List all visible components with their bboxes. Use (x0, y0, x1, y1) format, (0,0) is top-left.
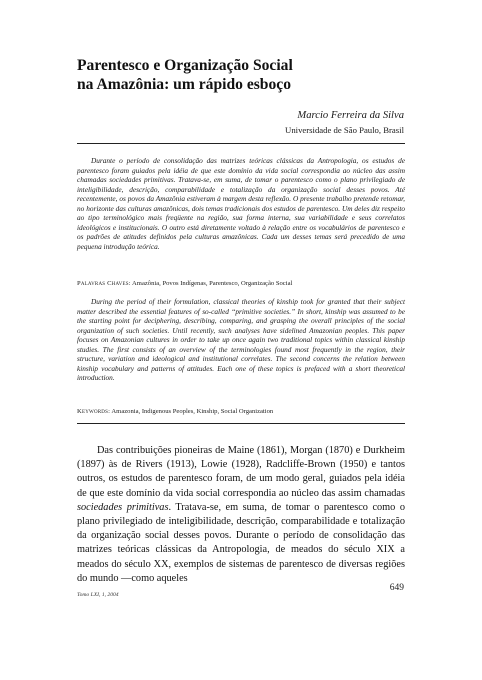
page-number: 649 (389, 583, 404, 593)
header-rule (77, 143, 405, 144)
body-text-part-2: . Tratava-se, em suma, de tomar o parentesco como o plano privilegiado de inteligibilidade, descrição, comparabilidade e totalização da organização social desses povos. Durante o período de consolidação das matrizes teóricas clássicas da Antropologia, de meados do século XIX a meados do século XX, exemplos de sistemas de parentesco de diversas regiões do mundo —como aqueles (77, 501, 405, 584)
author-affiliation: Universidade de São Paulo, Brasil (285, 125, 404, 135)
keywords-pt-label: Palavras Chaves: (77, 280, 131, 287)
journal-issue: Tomo LXI, 1, 2004 (77, 592, 119, 598)
keywords-en-text: Amazonia, Indigenous Peoples, Kinship, Social Organization (111, 408, 274, 415)
abstract-english: During the period of their formulation, classical theories of kinship took for granted that their subject matter described the essential features of so-called “primitive societies.” In short, kinship was assumed to be the starting point for deciphering, describing, comparing, and grasping the overall principles of the social organization of such societies. Until recently, such analyses have sidelined Amazonian peoples. This paper focuses on Amazonian cultures in order to take up once again two traditional topics within classical kinship studies. The first consists of an overview of the terminologies found most frequently in the region, their structure, variation and ideological and institutional correlates. The second concerns the relation between kinship vocabulary and patterns of attitudes. Each one of these topics is prefaced with a short theoretical introduction. (77, 297, 405, 383)
keywords-english (77, 407, 405, 416)
body-text-part-1: Das contribuições pioneiras de Maine (1861), Morgan (1870) e Durkheim (1897) às de Rivers (1913), Lowie (1928), Radcliffe-Brown (1950) e tantos outros, os estudos de parentesco foram, de um modo geral, guiados pela idéia de que este domínio da vida social correspondia ao núcleo das assim chamadas (77, 445, 405, 499)
title-line-2: na Amazônia: um rápido esboço (77, 76, 291, 93)
keywords-portuguese (77, 279, 405, 288)
author-name: Marcio Ferreira da Silva (297, 110, 404, 121)
keywords-en-label: Keywords: (77, 408, 111, 415)
body-paragraph (77, 444, 405, 586)
abstract-portuguese: Durante o período de consolidação das matrizes teóricas clássicas da Antropologia, os estudos de parentesco foram guiados pela idéia de que este domínio da vida social correspondia ao núcleo das assim chamadas sociedades primitivas. Tratava-se, em suma, de tomar o parentesco como o plano privilegiado de inteligibilidade, descrição, comparabilidade e totalização da organização social desses povos. Até recentemente, os povos da Amazônia estiveram à margem desta reflexão. O presente trabalho pretende retomar, no horizonte das culturas amazônicas, dois temas tradicionais dos estudos de parentesco. Um deles diz respeito ao tipo terminológico mais freqüente na região, sua forma interna, sua variabilidade e seus correlatos ideológicos e institucionais. O outro está diretamente voltado à relação entre os vocabulários de parentesco e os padrões de atitudes definidos pela culturas amazônicas. Cada um desses temas será precedido de uma pequena introdução teórica. (77, 156, 405, 251)
keywords-pt-text: Amazônia, Povos Indígenas, Parentesco, Organização Social (132, 280, 293, 287)
body-emphasis: sociedades primitivas (77, 501, 169, 513)
article-title (77, 56, 417, 94)
title-line-1: Parentesco e Organização Social (77, 57, 293, 74)
abstract-rule (77, 423, 405, 424)
